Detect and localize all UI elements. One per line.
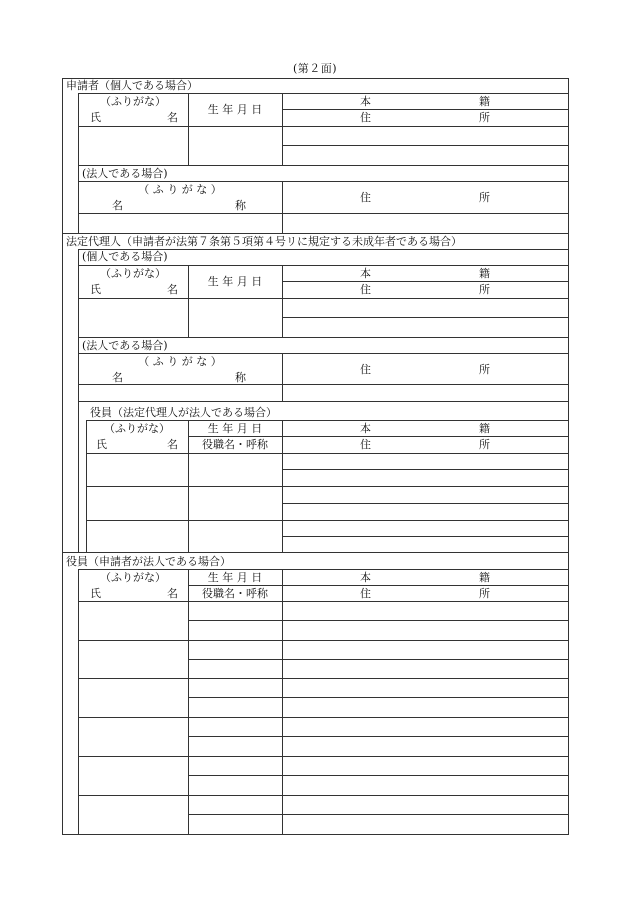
honseki-label [360,96,490,108]
name-label-left: 氏 [90,111,101,124]
officer-name-field[interactable] [79,757,187,794]
corp-address-label-right: 所 [479,191,490,204]
table-rule [78,401,568,402]
honseki-label [360,423,490,435]
table-rule [282,469,568,470]
legal-rep-corp-heading: (法人である場合) [82,339,168,352]
table-rule [78,401,79,552]
legal-rep-birthdate-field[interactable] [189,299,281,336]
name-label [90,112,178,124]
table-rule [282,536,568,537]
applicant-corp-address-field[interactable] [283,214,567,232]
legal-rep-officer-name-field[interactable] [87,487,187,519]
corp-address-label [360,192,490,204]
address-label-right: 所 [479,111,490,124]
table-rule [188,775,568,776]
furigana-label: （ふりがな） [104,422,170,435]
honseki-label-left: 本 [360,422,371,435]
address-label-right: 所 [479,587,490,600]
address-label-left: 住 [360,283,371,296]
officer-title-label: 役職名・呼称 [202,587,268,600]
table-rule [282,503,568,504]
officer-name-field[interactable] [79,718,187,755]
legal-rep-corp-name-field[interactable] [79,385,281,401]
honseki-label-left: 本 [360,95,371,108]
corp-name-label-right: 称 [235,199,246,212]
page-number: (第２面) [292,62,338,75]
section-rule [62,233,569,234]
corp-address-label-left: 住 [360,363,371,376]
corp-furigana-label: （ ふ り が な ） [138,355,222,368]
name-label [90,284,178,296]
name-label-right: 名 [167,587,178,600]
address-label [360,284,490,296]
legal-rep-honseki-field[interactable] [283,299,567,316]
table-rule [78,353,568,354]
legal-rep-name-field[interactable] [79,299,187,336]
birthdate-label: 生 年 月 日 [207,571,263,584]
form-border [62,834,569,835]
applicant-honseki-field[interactable] [283,127,567,144]
corp-address-label-left: 住 [360,191,371,204]
name-label-right: 名 [167,111,178,124]
address-label-left: 住 [360,587,371,600]
corp-address-label-right: 所 [479,363,490,376]
table-rule [78,265,568,266]
legal-rep-corp-address-field[interactable] [283,385,567,401]
corp-name-label-left: 名 [112,199,123,212]
legal-rep-individual-heading: (個人である場合) [82,250,168,263]
address-label-left: 住 [360,111,371,124]
honseki-label [360,572,490,584]
table-rule [188,620,568,621]
form-border [62,78,63,835]
name-label-left: 氏 [96,438,107,451]
corp-name-label [112,200,246,212]
honseki-label-left: 本 [360,571,371,584]
applicant-corp-heading: (法人である場合) [82,167,168,180]
applicant-name-field[interactable] [79,127,187,164]
officer-name-field[interactable] [79,679,187,716]
legal-rep-heading: 法定代理人（申請者が法第７条第５項第４号リに規定する未成年者である場合） [66,235,462,248]
birthdate-label: 生 年 月 日 [207,103,263,116]
table-rule [86,420,568,421]
table-rule [78,181,568,182]
applicant-address-field[interactable] [283,146,567,164]
name-label-right: 名 [167,438,178,451]
applicant-birthdate-field[interactable] [189,127,281,164]
corp-furigana-label: （ ふ り が な ） [138,183,222,196]
table-rule [188,697,568,698]
officer-name-field[interactable] [79,641,187,677]
table-rule [78,93,568,94]
officer-name-field[interactable] [79,602,187,639]
applicant-heading: 申請者（個人である場合） [66,79,198,92]
legal-rep-officer-name-field[interactable] [87,521,187,551]
honseki-label-right: 籍 [479,95,490,108]
furigana-label: （ふりがな） [100,571,166,584]
name-label-right: 名 [167,283,178,296]
honseki-label-left: 本 [360,267,371,280]
name-label [96,439,178,451]
table-rule [188,659,568,660]
table-rule [188,814,568,815]
address-label [360,588,490,600]
corp-name-label [112,372,246,384]
table-rule [188,736,568,737]
officer-name-field[interactable] [79,796,187,833]
corp-address-label [360,364,490,376]
table-rule [282,109,568,110]
form-border [568,78,569,835]
table-rule [78,569,568,570]
birthdate-label: 生 年 月 日 [207,275,263,288]
name-label-left: 氏 [90,283,101,296]
legal-rep-officer-name-field[interactable] [87,454,187,485]
name-label [90,588,178,600]
table-rule [188,436,568,437]
address-label [360,439,490,451]
legal-rep-officer-heading: 役員（法定代理人が法人である場合） [90,406,277,419]
officers-heading: 役員（申請者が法人である場合） [66,555,231,568]
officer-title-label: 役職名・呼称 [202,438,268,451]
table-rule [78,337,568,338]
address-label-right: 所 [479,438,490,451]
birthdate-label: 生 年 月 日 [207,422,263,435]
corp-name-label-left: 名 [112,371,123,384]
furigana-label: （ふりがな） [100,267,166,280]
legal-rep-address-field[interactable] [283,318,567,336]
furigana-label: （ふりがな） [100,95,166,108]
honseki-label-right: 籍 [479,571,490,584]
honseki-label-right: 籍 [479,422,490,435]
table-rule [78,165,568,166]
address-label-left: 住 [360,438,371,451]
applicant-corp-name-field[interactable] [79,214,281,232]
table-rule [188,585,568,586]
table-rule [282,281,568,282]
honseki-label [360,268,490,280]
section-rule [62,552,569,553]
address-label-right: 所 [479,283,490,296]
address-label [360,112,490,124]
honseki-label-right: 籍 [479,267,490,280]
corp-name-label-right: 称 [235,371,246,384]
name-label-left: 氏 [90,587,101,600]
